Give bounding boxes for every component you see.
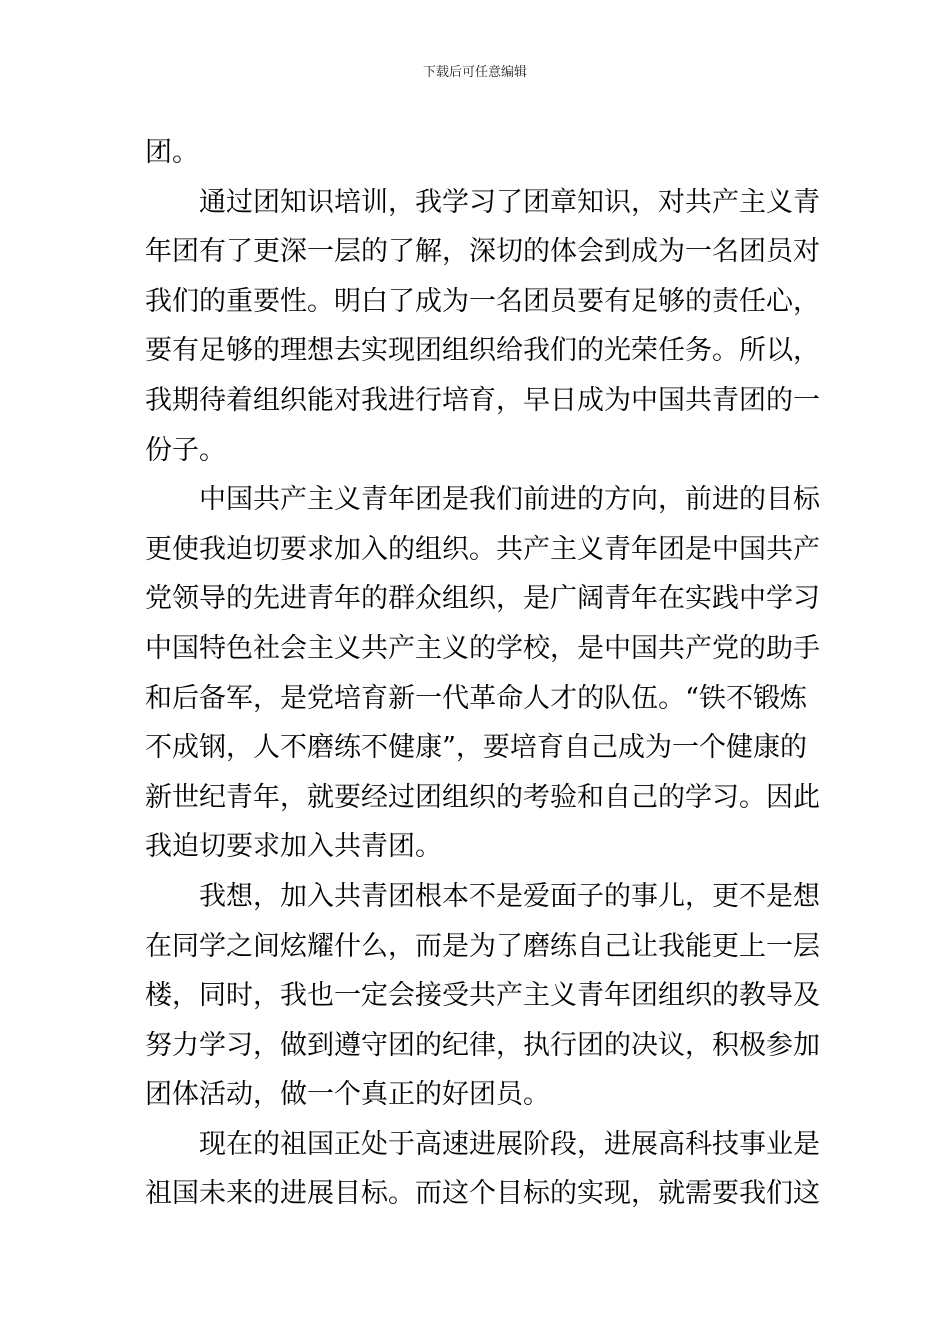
text-line: 要有足够的理想去实现团组织给我们的光荣任务。所以， — [145, 335, 820, 367]
text-line: 我们的重要性。明白了成为一名团员要有足够的责任心， — [145, 285, 820, 317]
text-line: 努力学习，做到遵守团的纪律，执行团的决议，积极参加 — [145, 1029, 820, 1061]
text-line: 我期待着组织能对我进行培育，早日成为中国共青团的一 — [145, 384, 820, 416]
text-line: 团。 — [145, 137, 199, 168]
text-line: 我迫切要求加入共青团。 — [145, 831, 442, 863]
text-line: 通过团知识培训，我学习了团章知识，对共产主义青 — [199, 186, 820, 218]
text-line: 我想，加入共青团根本不是爱面子的事儿，更不是想 — [199, 880, 820, 912]
text-line: 和后备军，是党培育新一代革命人才的队伍。“铁不锻炼 — [145, 682, 807, 714]
text-line: 在同学之间炫耀什么，而是为了磨练自己让我能更上一层 — [145, 930, 820, 962]
text-line: 中国特色社会主义共产主义的学校，是中国共产党的助手 — [145, 632, 820, 664]
text-line: 年团有了更深一层的了解，深切的体会到成为一名团员对 — [145, 236, 820, 268]
text-line: 不成钢，人不磨练不健康”，要培育自己成为一个健康的 — [145, 732, 807, 764]
text-line: 楼，同时，我也一定会接受共产主义青年团组织的教导及 — [145, 980, 820, 1012]
text-line: 祖国未来的进展目标。而这个目标的实现，就需要我们这 — [145, 1178, 820, 1210]
document-body — [145, 128, 820, 1219]
text-line: 中国共产主义青年团是我们前进的方向，前进的目标 — [199, 484, 820, 516]
text-line: 新世纪青年，就要经过团组织的考验和自己的学习。因此 — [145, 781, 820, 813]
text-line: 份子。 — [145, 434, 226, 466]
text-line: 现在的祖国正处于高速进展阶段，进展高科技事业是 — [199, 1128, 820, 1160]
text-line: 更使我迫切要求加入的组织。共产主义青年团是中国共产 — [145, 533, 820, 565]
page-header-note: 下载后可任意编辑 — [422, 65, 527, 80]
text-line: 团体活动，做一个真正的好团员。 — [145, 1079, 550, 1111]
text-line: 党领导的先进青年的群众组织，是广阔青年在实践中学习 — [145, 583, 820, 615]
